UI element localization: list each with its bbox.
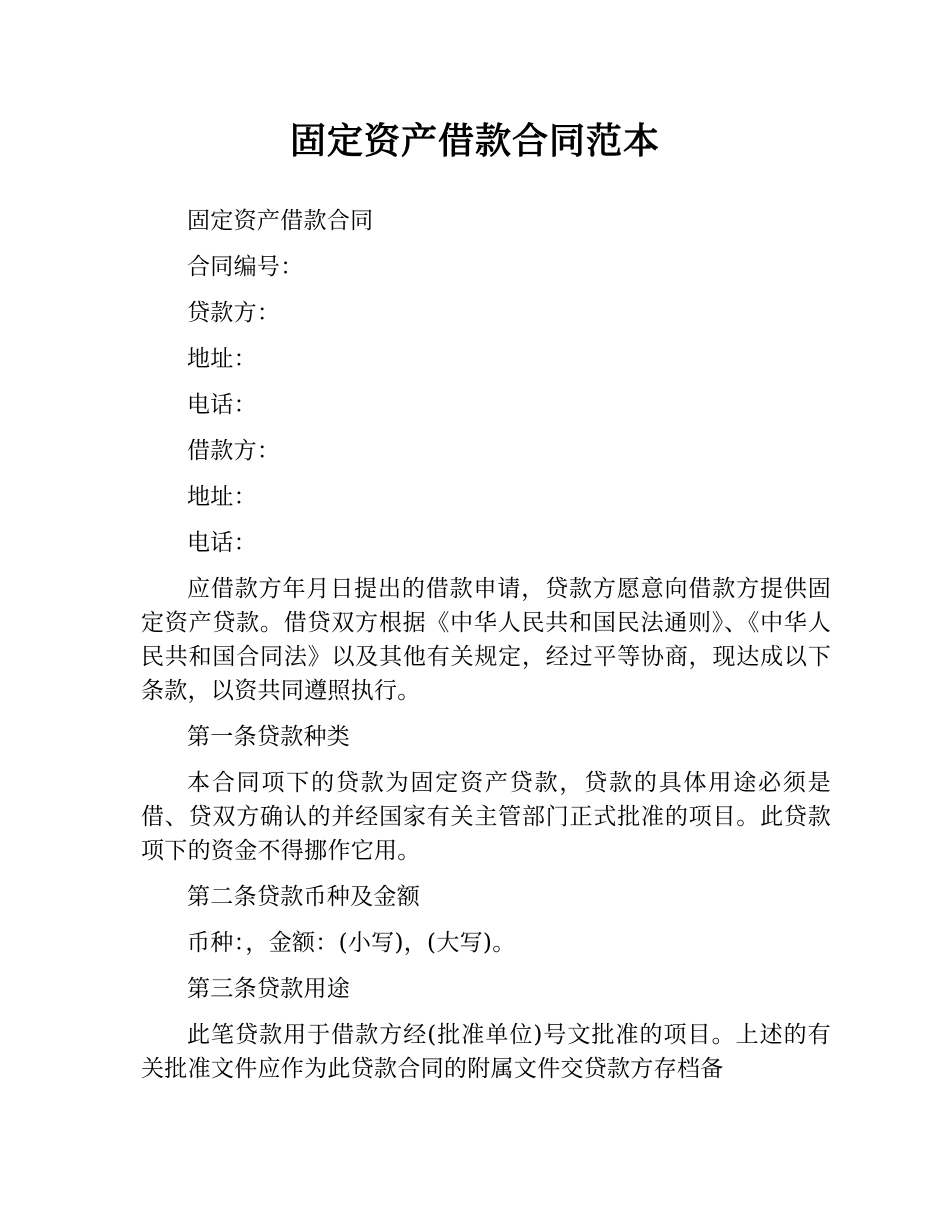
paragraph-article-2-body: 币种：，金额：(小写)，(大写)。: [187, 930, 516, 956]
paragraph-borrower-address: 地址：: [187, 484, 257, 510]
paragraph-article-1-heading: 第一条贷款种类: [187, 724, 351, 750]
paragraph-article-2-heading: 第二条贷款币种及金额: [187, 884, 420, 910]
paragraph-borrower-phone: 电话：: [187, 530, 257, 556]
paragraph-lender-phone: 电话：: [187, 392, 257, 418]
paragraph-preamble: 应借款方年月日提出的借款申请，贷款方愿意向借款方提供固定资产贷款。借贷双方根据《中华人民共和国民法通则》、《中华人民共和国合同法》以及其他有关规定，经过平等协商，现达成以下条款，以资共同遵照执行。: [141, 576, 831, 704]
document-body: [141, 204, 831, 1098]
paragraph-contract-number: 合同编号：: [187, 254, 304, 280]
document-title: 固定资产借款合同范本: [289, 121, 660, 162]
paragraph-contract-name: 固定资产借款合同: [187, 208, 374, 234]
paragraph-lender: 贷款方：: [187, 300, 281, 326]
paragraph-lender-address: 地址：: [187, 346, 257, 372]
paragraph-borrower: 借款方：: [187, 438, 281, 464]
paragraph-article-1-body: 本合同项下的贷款为固定资产贷款，贷款的具体用途必须是借、贷双方确认的并经国家有关主管部门正式批准的项目。此贷款项下的资金不得挪作它用。: [141, 770, 831, 864]
paragraph-article-3-heading: 第三条贷款用途: [187, 976, 351, 1002]
paragraph-article-3-body: 此笔贷款用于借款方经(批准单位)号文批准的项目。上述的有关批准文件应作为此贷款合同的附属文件交贷款方存档备: [141, 1022, 831, 1082]
